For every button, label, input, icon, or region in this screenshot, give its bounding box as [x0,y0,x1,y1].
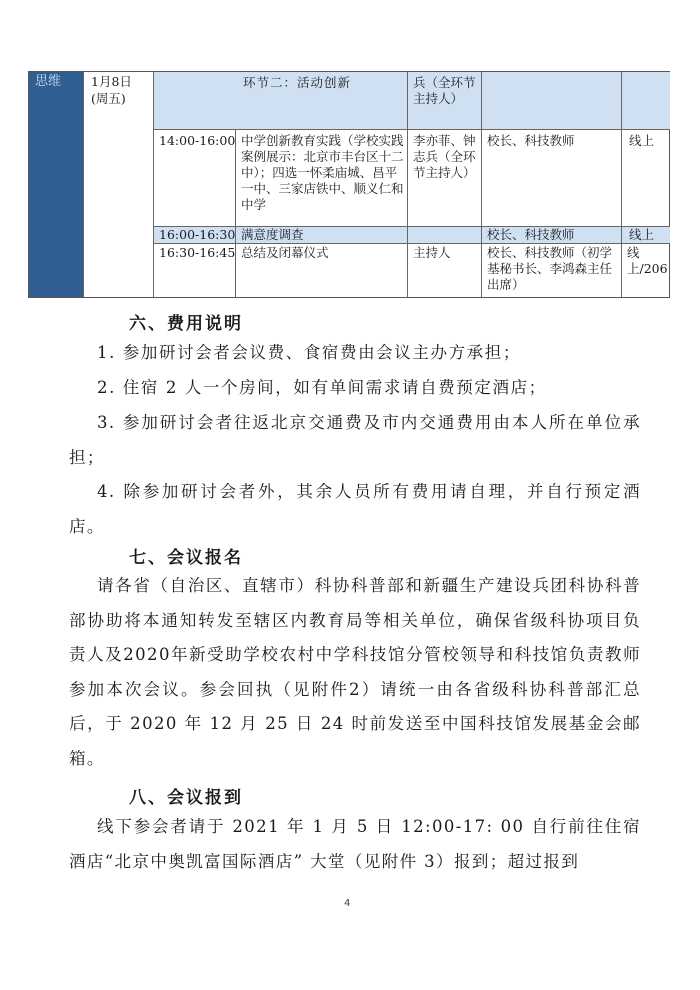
row1-content: 环节二：活动创新 [243,75,352,90]
row4-content: 总结及闭幕仪式 [241,245,329,260]
grid-line [407,72,408,297]
row2-content: 中学创新教育实践（学校实践案例展示：北京市丰台区十二中）；四选一怀柔庙城、昌平一中、三家店铁中、顺义仁和中学 [241,133,404,212]
row2-host: 李亦菲、钟志兵（全环节主持人） [413,133,476,180]
row3-audience: 校长、科技教师 [487,227,575,242]
checkin-heading: 八、会议报到 [129,788,243,808]
signup-paragraph: 请各省（自治区、直辖市）科协科普部和新疆生产建设兵团科协科普部协助将本通知转发至辖区内教育局等相关单位，确保省级科协项目负责人及2020年新受助学校农村中学科技馆分管校领导和科技馆负责教师参加本次会议。参会回执（见附件2）请统一由各省级科协科普部汇总后，于 2020 年 12 月 25 日 24 时前发送至中国科技馆发展基金会邮箱。 [69,576,641,768]
fees-item-3: 3. 参加研讨会者往返北京交通费及市内交通费用由本人所在单位承担； [69,413,641,467]
schedule-table [28,71,670,298]
grid-line [235,129,236,297]
section-column [29,72,83,297]
date-line-2: (周五) [91,91,126,106]
grid-line [83,72,84,297]
row2-mode: 线上 [629,133,655,148]
grid-line [481,72,482,297]
grid-line [621,72,622,297]
row4-time: 16:30-16:45 [159,245,236,260]
date-line-1: 1月8日 [91,74,132,89]
row4-audience: 校长、科技教师（初学基秘书长、李鸿森主任出席） [487,245,613,292]
fees-heading: 六、费用说明 [129,314,243,334]
row1-band [153,72,670,129]
fees-item-1: 1. 参加研讨会者会议费、食宿费由会议主办方承担； [97,343,521,362]
checkin-paragraph: 线下参会者请于 2021 年 1 月 5 日 12:00-17: 00 自行前往住宿酒店“北京中奥凯富国际酒店” 大堂（见附件 3）报到；超过报到 [69,817,641,871]
row3-content: 满意度调查 [241,227,304,242]
section-label: 思维 [35,74,62,89]
row3-mode: 线上 [629,227,655,242]
row2-time: 14:00-16:00 [159,133,236,148]
row4-mode: 线上/206 [627,245,668,276]
grid-line [153,129,670,130]
fees-item-2: 2. 住宿 2 人一个房间，如有单间需求请自费预定酒店； [97,378,547,397]
fees-item-4: 4. 除参加研讨会者外，其余人员所有费用请自理，并自行预定酒店。 [69,482,641,536]
signup-heading: 七、会议报名 [129,548,243,568]
row4-host: 主持人 [413,245,451,260]
grid-line [153,243,670,244]
row1-host: 兵（全环节主持人） [413,75,476,106]
grid-line [153,72,154,297]
row3-time: 16:00-16:30 [159,227,236,242]
row2-audience: 校长、科技教师 [487,133,575,148]
page-number: 4 [344,898,351,909]
